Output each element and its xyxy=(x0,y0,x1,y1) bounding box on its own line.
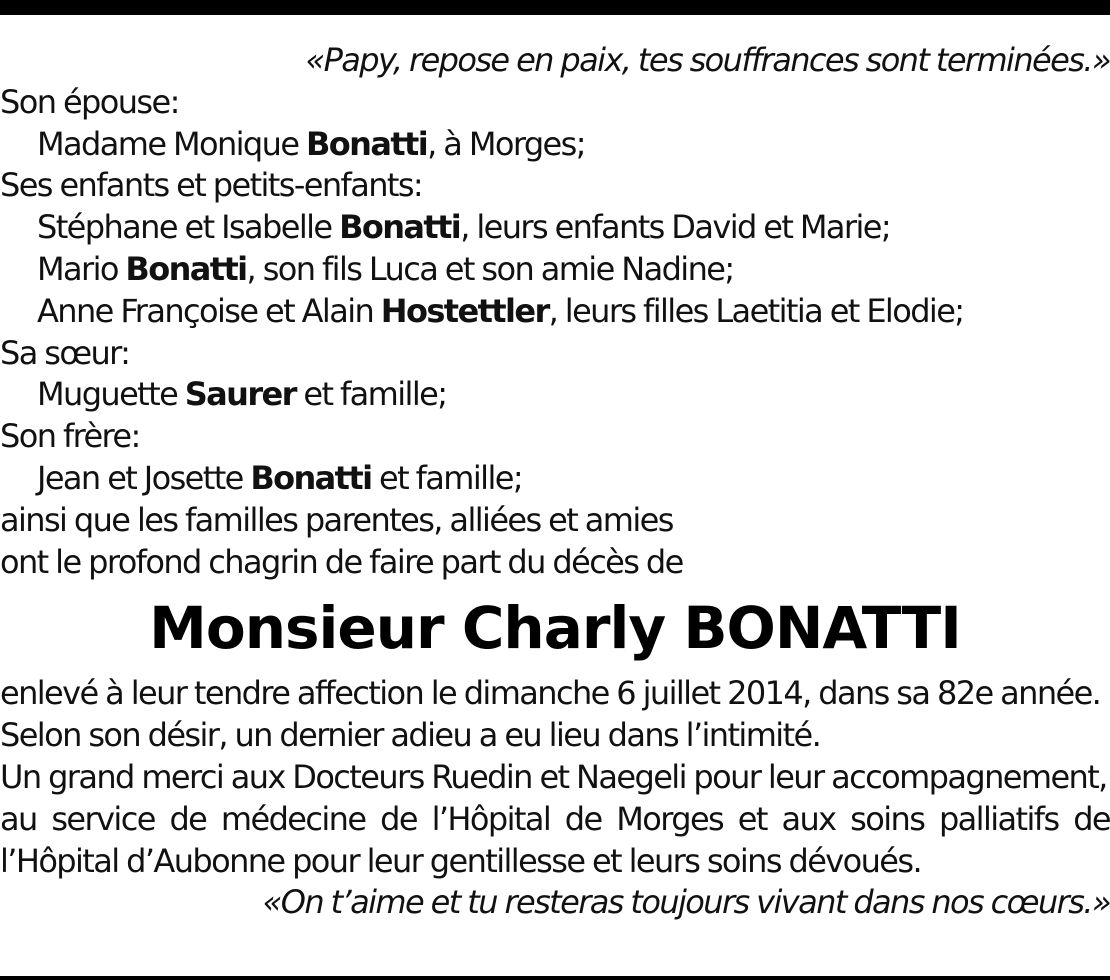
thanks-line: l’Hôpital d’Aubonne pour leur gentillesse et leurs soins dévoués. xyxy=(0,841,922,880)
opening-quote: «Papy, repose en paix, tes souffrances sont terminées.» xyxy=(305,41,1110,79)
bottom-rule xyxy=(0,976,1110,980)
child-entry xyxy=(0,249,1110,291)
wife-entry xyxy=(0,124,1110,166)
brother-rest: et famille; xyxy=(371,458,523,497)
obituary-notice xyxy=(0,40,1110,924)
top-rule xyxy=(0,0,1110,15)
child-first-names: Stéphane et Isabelle xyxy=(37,208,340,247)
brother-heading: Son frère: xyxy=(0,417,140,456)
child-surname: Hostettler xyxy=(380,291,549,330)
wife-surname: Bonatti xyxy=(306,124,428,163)
thanks-line: Un grand merci aux Docteurs Ruedin et Naegeli pour leur accompagnement, xyxy=(0,757,1107,796)
sister-entry xyxy=(0,374,1110,416)
child-rest: , leurs filles Laetitia et Elodie; xyxy=(548,291,964,330)
child-first-names: Anne Françoise et Alain xyxy=(37,291,381,330)
thanks-line: au service de médecine de l’Hôpital de Morges et aux soins palliatifs de xyxy=(0,799,1110,838)
announcement-line: ont le profond chagrin de faire part du décès de xyxy=(0,542,683,581)
farewell-line: Selon son désir, un dernier adieu a eu lieu dans l’intimité. xyxy=(0,716,821,755)
child-surname: Bonatti xyxy=(339,208,461,247)
families-line: ainsi que les familles parentes, alliées et amies xyxy=(0,500,673,539)
child-rest: , leurs enfants David et Marie; xyxy=(460,208,891,247)
wife-first-names: Madame Monique xyxy=(37,124,306,163)
brother-surname: Bonatti xyxy=(250,458,372,497)
death-details-line: enlevé à leur tendre affection le dimanche 6 juillet 2014, dans sa 82e année. xyxy=(0,674,1101,713)
children-heading: Ses enfants et petits-enfants: xyxy=(0,166,423,205)
deceased-name: Monsieur Charly BONATTI xyxy=(149,594,961,663)
sister-first-names: Muguette xyxy=(37,375,185,414)
child-rest: , son fils Luca et son amie Nadine; xyxy=(246,249,734,288)
brother-entry xyxy=(0,458,1110,500)
child-surname: Bonatti xyxy=(125,249,247,288)
sister-surname: Saurer xyxy=(184,375,296,414)
child-first-names: Mario xyxy=(37,249,126,288)
child-entry xyxy=(0,291,1110,333)
closing-quote: «On t’aime et tu resteras toujours vivant dans nos cœurs.» xyxy=(262,883,1110,922)
wife-heading: Son épouse: xyxy=(0,82,179,121)
brother-first-names: Jean et Josette xyxy=(37,458,251,497)
sister-rest: et famille; xyxy=(295,375,447,414)
sister-heading: Sa sœur: xyxy=(0,333,130,372)
child-entry xyxy=(0,207,1110,249)
wife-rest: , à Morges; xyxy=(427,124,585,163)
